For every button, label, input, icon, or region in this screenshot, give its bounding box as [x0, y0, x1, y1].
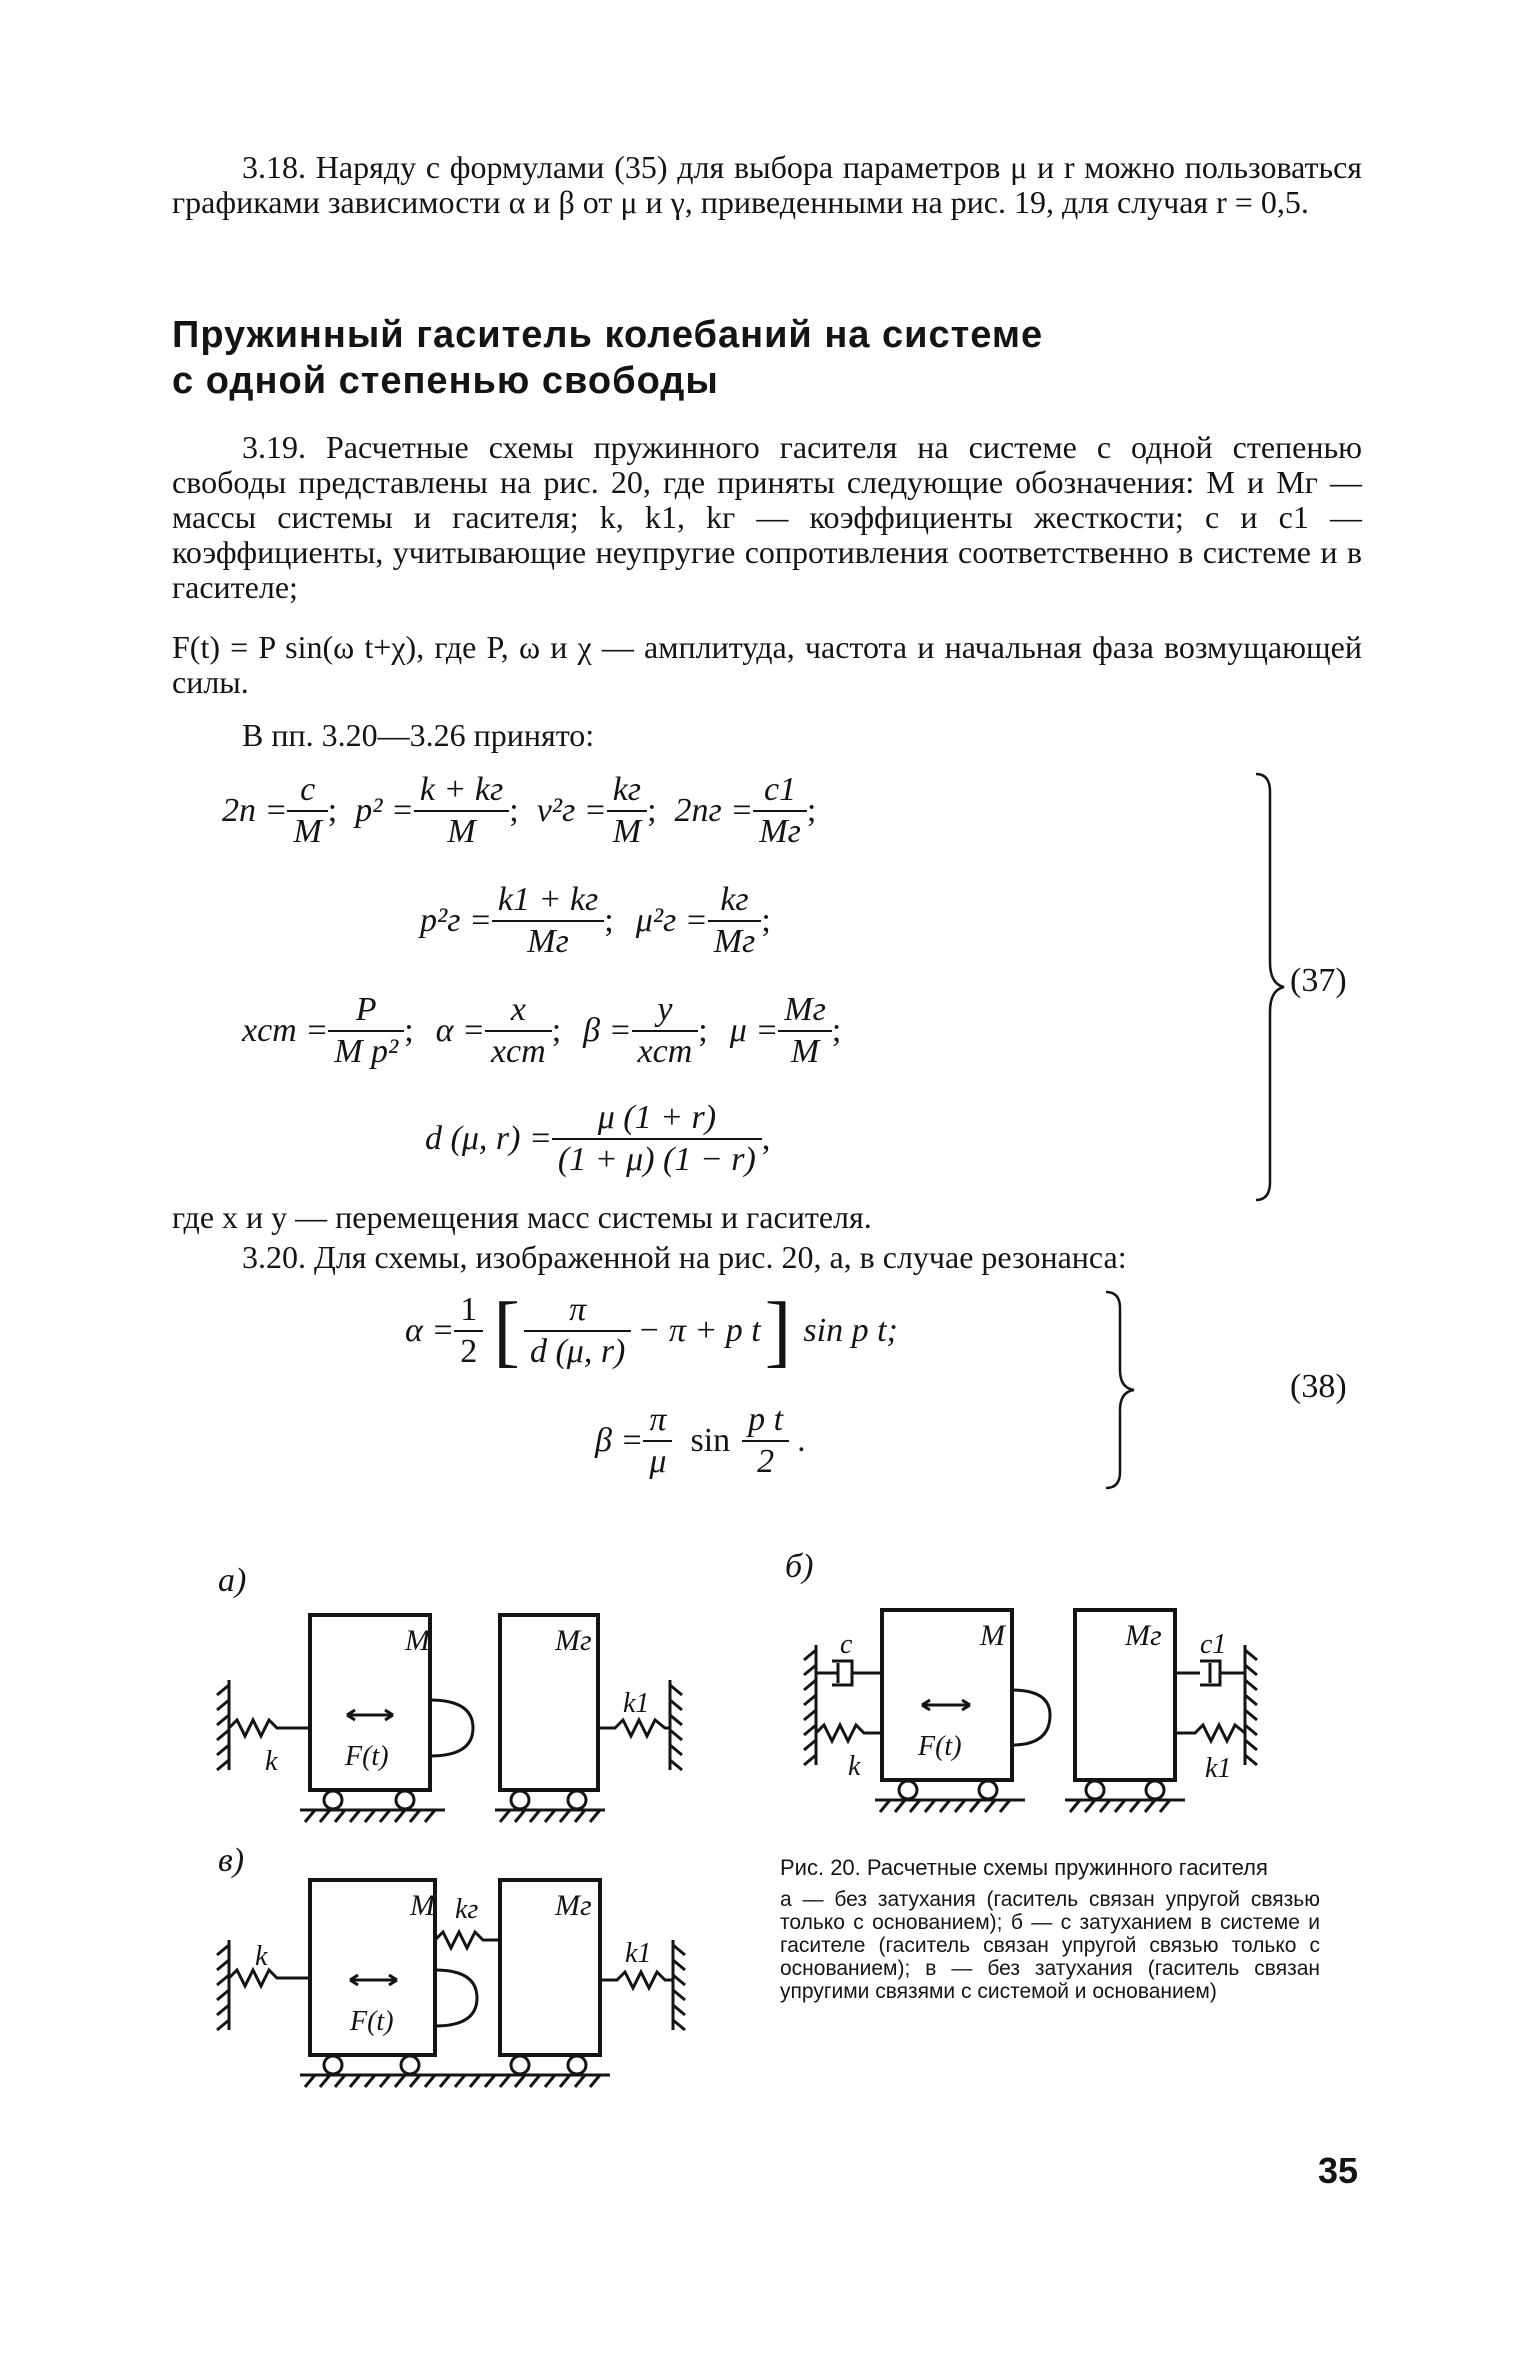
page-number: 35: [1318, 2150, 1359, 2191]
diagram-a-force: F(t): [345, 1741, 389, 1772]
eq38-label: (38): [1290, 1368, 1347, 1405]
diagram-c-kr: kг: [455, 1894, 479, 1925]
diagram-c: [215, 1870, 695, 2110]
eq38-alpha: α = $\frac{1}{2}$ [ $\frac{\pi}{d (\mu, r)}$ − π + p t ] sin p t;: [405, 1287, 898, 1375]
figure-caption: [780, 1855, 1320, 2003]
heading-line-1: Пружинный гаситель колебаний на системе: [172, 314, 1044, 356]
eq37-row-4: d (μ, r) = $\frac{\mu (1 + r)}{(1 + \mu) (1 - r)}$ ,: [425, 1099, 771, 1178]
diagram-c-Mr: Mг: [555, 1889, 592, 1922]
diagram-b-c1: c1: [1200, 1629, 1227, 1660]
eq37-row-2: p²г = $\frac{k1 + kг}{Mг}$ ; μ²г = $\frac{kг}{Mг}$ ;: [420, 881, 771, 960]
figure-label-b: б): [785, 1548, 814, 1585]
eq38-brace: [1100, 1290, 1140, 1490]
paragraph-after-37: где x и y — перемещения масс системы и гасителя.: [172, 1199, 872, 1235]
paragraph-3-18: 3.18. Наряду с формулами (35) для выбора параметров μ и r можно пользоваться графиками зависимости α и β от μ и γ, приведенными на рис. 19, для случая r = 0,5.: [172, 149, 1362, 220]
diagram-b-k1: k1: [1205, 1753, 1232, 1784]
diagram-b-force: F(t): [918, 1731, 962, 1762]
caption-title: Рис. 20. Расчетные схемы пружинного гасителя: [780, 1855, 1268, 1880]
diagram-a-M: M: [405, 1624, 430, 1657]
diagram-b-Mr: Mг: [1125, 1619, 1162, 1652]
eq37-row-3: xст = $\frac{P}{\text{M p²}}$ ; α = $\frac{x}{\text{xст}}$ ; β = $\frac{y}{\text{xст}}$ ; μ = $\frac{Mг}{M}$ ;: [242, 991, 842, 1070]
eq37-label: (37): [1290, 962, 1347, 999]
diagram-b-k: k: [848, 1751, 861, 1782]
paragraph-3-19-intro: В пп. 3.20—3.26 принято:: [242, 717, 595, 753]
diagram-b-M: M: [980, 1619, 1005, 1652]
diagram-c-k: k: [255, 1941, 268, 1972]
heading-line-2: с одной степенью свободы: [172, 360, 719, 402]
diagram-a: [215, 1600, 695, 1840]
diagram-a-k: k: [265, 1746, 278, 1777]
paragraph-3-19-force: F(t) = P sin(ω t+χ), где P, ω и χ — амплитуда, частота и начальная фаза возмущающей силы.: [172, 629, 1362, 700]
diagram-a-Mr: Mг: [555, 1624, 592, 1657]
diagram-c-M: M: [410, 1889, 435, 1922]
diagram-c-k1: k1: [625, 1938, 652, 1969]
paragraph-3-19: 3.19. Расчетные схемы пружинного гасителя на системе с одной степенью свободы представлены на рис. 20, где приняты следующие обозначения: M и Mг — массы системы и гасителя; k, k1, kг — коэффициенты жесткости; c и c1 — коэффициенты, учитывающие неупругие сопротивления соответственно в системе и в гасителе;: [172, 429, 1362, 605]
diagram-b: [800, 1595, 1270, 1835]
figure-label-a: а): [218, 1562, 247, 1599]
paragraph-3-20: 3.20. Для схемы, изображенной на рис. 20, а, в случае резонанса:: [242, 1239, 1127, 1275]
figure-label-c: в): [218, 1842, 245, 1879]
eq37-row-1: 2n = $\frac{c}{M}$ ; p² = $\frac{k + kг}{M}$ ; ν²г = $\frac{kг}{M}$ ; 2nг = $\frac{c1}{Mг}$ ;: [222, 771, 817, 850]
diagram-b-c: c: [840, 1629, 853, 1660]
diagram-c-force: F(t): [350, 2006, 394, 2037]
diagram-a-k1: k1: [623, 1688, 650, 1719]
eq38-beta: β = $\frac{\pi}{\mu}$ sin $\frac{\text{p t}}{2}$ .: [595, 1401, 806, 1480]
caption-body: а — без затухания (гаситель связан упругой связью только с основанием); б — с затуханием в системе и гасителе (гаситель связан упругой связью только с основанием); в — без затухания (гаситель связан упругими связями с системой и основанием): [780, 1888, 1320, 2003]
